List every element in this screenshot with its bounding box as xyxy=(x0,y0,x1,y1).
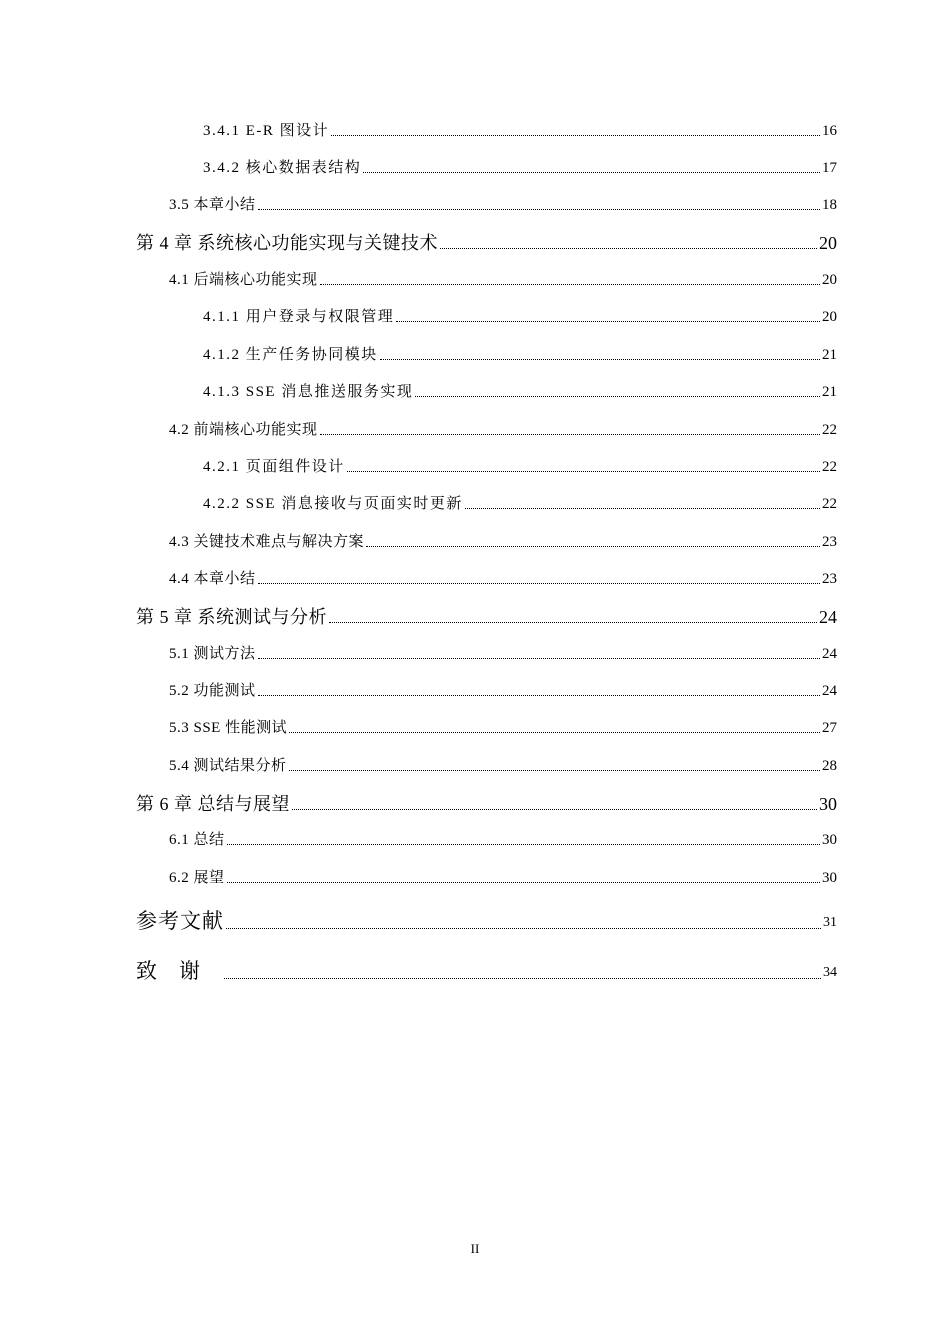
dot-leader xyxy=(227,844,820,845)
toc-entry-6-2[interactable] xyxy=(169,871,837,886)
toc-entry-4-1-3[interactable] xyxy=(203,385,837,400)
toc-entry-4-1[interactable] xyxy=(169,273,837,288)
toc-entry-label: 致谢 xyxy=(136,959,222,983)
toc-entry-label: 第 4 章 系统核心功能实现与关键技术 xyxy=(136,233,438,253)
toc-entry-page: 20 xyxy=(822,309,837,325)
toc-entry-page: 30 xyxy=(822,870,837,886)
toc-entry-page: 23 xyxy=(822,571,837,587)
toc-entry-label: 6.1 总结 xyxy=(169,832,225,848)
dot-leader xyxy=(224,978,821,979)
toc-entry-page: 27 xyxy=(822,720,837,736)
toc-entry-page: 22 xyxy=(822,459,837,475)
toc-entry-page: 24 xyxy=(822,683,837,699)
toc-entry-page: 16 xyxy=(822,123,837,139)
toc-entry-4-2-2[interactable] xyxy=(203,497,837,512)
dot-leader xyxy=(289,770,820,771)
dot-leader xyxy=(396,321,820,322)
toc-entry-5-3[interactable] xyxy=(169,721,837,736)
toc-entry-label: 4.1.3 SSE 消息推送服务实现 xyxy=(203,384,414,400)
dot-leader xyxy=(331,135,820,136)
dot-leader xyxy=(289,732,820,733)
dot-leader xyxy=(363,172,820,173)
toc-entry-label: 3.5 本章小结 xyxy=(169,197,256,213)
toc-entry-5-1[interactable] xyxy=(169,647,837,662)
toc-entry-page: 20 xyxy=(822,272,837,288)
toc-entry-6-1[interactable] xyxy=(169,833,837,848)
dot-leader xyxy=(415,396,820,397)
toc-entry-4-1-2[interactable] xyxy=(203,348,837,363)
toc-entry-page: 28 xyxy=(822,758,837,774)
dot-leader xyxy=(227,882,820,883)
toc-entry-label: 5.2 功能测试 xyxy=(169,683,256,699)
toc-entry-label: 4.1.2 生产任务协同模块 xyxy=(203,347,378,363)
dot-leader xyxy=(226,928,821,929)
toc-entry-page: 18 xyxy=(822,197,837,213)
dot-leader xyxy=(320,434,820,435)
toc-entry-page: 30 xyxy=(819,794,837,814)
toc-entry-label: 3.4.2 核心数据表结构 xyxy=(203,160,362,176)
dot-leader xyxy=(258,658,820,659)
toc-entry-chapter-6[interactable] xyxy=(136,795,837,813)
toc-entry-page: 22 xyxy=(822,422,837,438)
toc-entry-label: 第 5 章 系统测试与分析 xyxy=(136,607,327,627)
toc-entry-references[interactable] xyxy=(136,911,837,932)
toc-entry-label: 4.4 本章小结 xyxy=(169,571,256,587)
toc-entry-page: 31 xyxy=(823,915,837,930)
toc-entry-label: 4.1 后端核心功能实现 xyxy=(169,272,318,288)
toc-entry-label: 5.4 测试结果分析 xyxy=(169,758,287,774)
dot-leader xyxy=(329,622,817,623)
toc-entry-page: 20 xyxy=(819,233,837,253)
dot-leader xyxy=(292,809,817,810)
toc-entry-label: 4.3 关键技术难点与解决方案 xyxy=(169,534,365,550)
toc-entry-label: 参考文献 xyxy=(136,909,224,933)
toc-entry-5-2[interactable] xyxy=(169,684,837,699)
toc-entry-3-5[interactable] xyxy=(169,198,837,213)
toc-entry-chapter-5[interactable] xyxy=(136,608,837,626)
toc-entry-label: 4.1.1 用户登录与权限管理 xyxy=(203,309,395,325)
toc-entry-page: 21 xyxy=(822,384,837,400)
toc-entry-page: 22 xyxy=(822,496,837,512)
page-number-footer: II xyxy=(470,1241,480,1256)
dot-leader xyxy=(366,546,820,547)
dot-leader xyxy=(465,508,820,509)
toc-entry-4-2[interactable] xyxy=(169,423,837,438)
toc-entry-4-2-1[interactable] xyxy=(203,460,837,475)
toc-entry-label: 4.2.1 页面组件设计 xyxy=(203,459,345,475)
toc-entry-chapter-4[interactable] xyxy=(136,234,837,252)
dot-leader xyxy=(380,359,820,360)
toc-entry-label: 第 6 章 总结与展望 xyxy=(136,794,290,814)
toc-entry-page: 34 xyxy=(823,965,837,980)
toc-entry-page: 21 xyxy=(822,347,837,363)
dot-leader xyxy=(258,583,820,584)
toc-entry-label: 5.3 SSE 性能测试 xyxy=(169,720,288,736)
dot-leader xyxy=(440,248,817,249)
toc-entry-4-3[interactable] xyxy=(169,535,837,550)
dot-leader xyxy=(320,284,820,285)
toc-entry-acknowledgements[interactable] xyxy=(136,961,837,982)
toc-entry-page: 24 xyxy=(819,607,837,627)
dot-leader xyxy=(258,695,820,696)
toc-entry-5-4[interactable] xyxy=(169,759,837,774)
toc-entry-label: 5.1 测试方法 xyxy=(169,646,256,662)
toc-entry-page: 24 xyxy=(822,646,837,662)
toc-entry-4-1-1[interactable] xyxy=(203,310,837,325)
toc-entry-label: 3.4.1 E-R 图设计 xyxy=(203,123,330,139)
toc-entry-3-4-1[interactable] xyxy=(203,124,837,139)
dot-leader xyxy=(347,471,820,472)
toc-entry-page: 30 xyxy=(822,832,837,848)
dot-leader xyxy=(258,209,820,210)
toc-entry-4-4[interactable] xyxy=(169,572,837,587)
toc-entry-page: 23 xyxy=(822,534,837,550)
toc-entry-label: 4.2.2 SSE 消息接收与页面实时更新 xyxy=(203,496,463,512)
toc-entry-label: 4.2 前端核心功能实现 xyxy=(169,422,318,438)
toc-entry-3-4-2[interactable] xyxy=(203,161,837,176)
toc-entry-page: 17 xyxy=(822,160,837,176)
toc-entry-label: 6.2 展望 xyxy=(169,870,225,886)
